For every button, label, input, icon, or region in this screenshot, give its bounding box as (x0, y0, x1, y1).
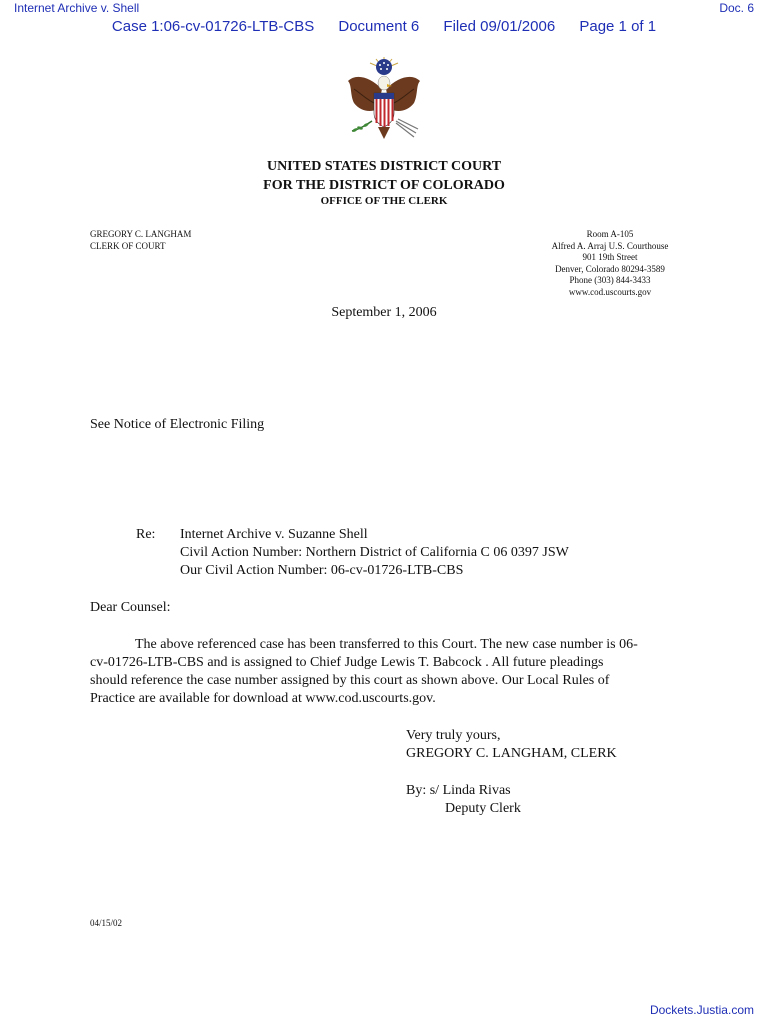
court-title-line1: UNITED STATES DISTRICT COURT (266, 159, 502, 174)
clerk-block (90, 229, 191, 252)
notice-line: See Notice of Electronic Filing (90, 417, 265, 432)
clerk-title: CLERK OF COURT (90, 240, 166, 251)
filed-date: Filed 09/01/2006 (443, 18, 556, 35)
body-paragraph (90, 636, 682, 708)
page-indicator: Page 1 of 1 (579, 18, 657, 35)
document-number-link[interactable]: Doc. 6 (719, 1, 754, 15)
address-web: www.cod.uscourts.gov (568, 286, 652, 297)
re-block (180, 526, 569, 580)
address-room: Room A-105 (586, 229, 634, 239)
paragraph-line: cv-01726-LTB-CBS and is assigned to Chief Judge Lewis T. Babcock . All future pleadings (90, 655, 604, 670)
address-city: Denver, Colorado 80294-3589 (555, 263, 665, 274)
letter-date: September 1, 2006 (331, 305, 437, 320)
office-title: OFFICE OF THE CLERK (320, 195, 448, 207)
form-revision-date: 04/15/02 (90, 918, 123, 928)
address-phone: Phone (303) 844-3433 (569, 275, 651, 285)
signature-block (406, 782, 521, 818)
paragraph-line: The above referenced case has been transferred to this Court. The new case number is 06- (135, 637, 638, 652)
address-street: 901 19th Street (582, 252, 638, 262)
re-case-name: Internet Archive v. Suzanne Shell (180, 527, 368, 542)
case-number: Case 1:06-cv-01726-LTB-CBS (111, 18, 315, 35)
valediction: Very truly yours, (406, 728, 501, 743)
address-building: Alfred A. Arraj U.S. Courthouse (551, 240, 669, 251)
justia-footer-link[interactable]: Dockets.Justia.com (649, 1003, 754, 1017)
re-label: Re: (136, 527, 156, 542)
paragraph-line: Practice are available for download at www.cod.uscourts.gov. (90, 691, 436, 706)
court-address (520, 229, 700, 298)
case-title-link[interactable]: Internet Archive v. Shell (14, 1, 140, 15)
case-header (0, 18, 768, 35)
signature-by: By: s/ Linda Rivas (406, 783, 511, 798)
court-title-line2: FOR THE DISTRICT OF COLORADO (263, 178, 505, 193)
closing-name: GREGORY C. LANGHAM, CLERK (406, 746, 617, 761)
salutation: Dear Counsel: (90, 600, 171, 615)
re-our-case: Our Civil Action Number: 06-cv-01726-LTB-CBS (180, 563, 464, 578)
clerk-name: GREGORY C. LANGHAM (90, 229, 192, 239)
paragraph-line: should reference the case number assigned by this court as shown above. Our Local Rules of (90, 673, 610, 688)
court-seal-eagle-icon (340, 55, 428, 143)
signature-title: Deputy Clerk (445, 801, 521, 816)
court-title (0, 157, 768, 195)
closing-block (406, 727, 617, 763)
re-original-case: Civil Action Number: Northern District of California C 06 0397 JSW (180, 545, 569, 560)
document-label: Document 6 (338, 18, 420, 35)
